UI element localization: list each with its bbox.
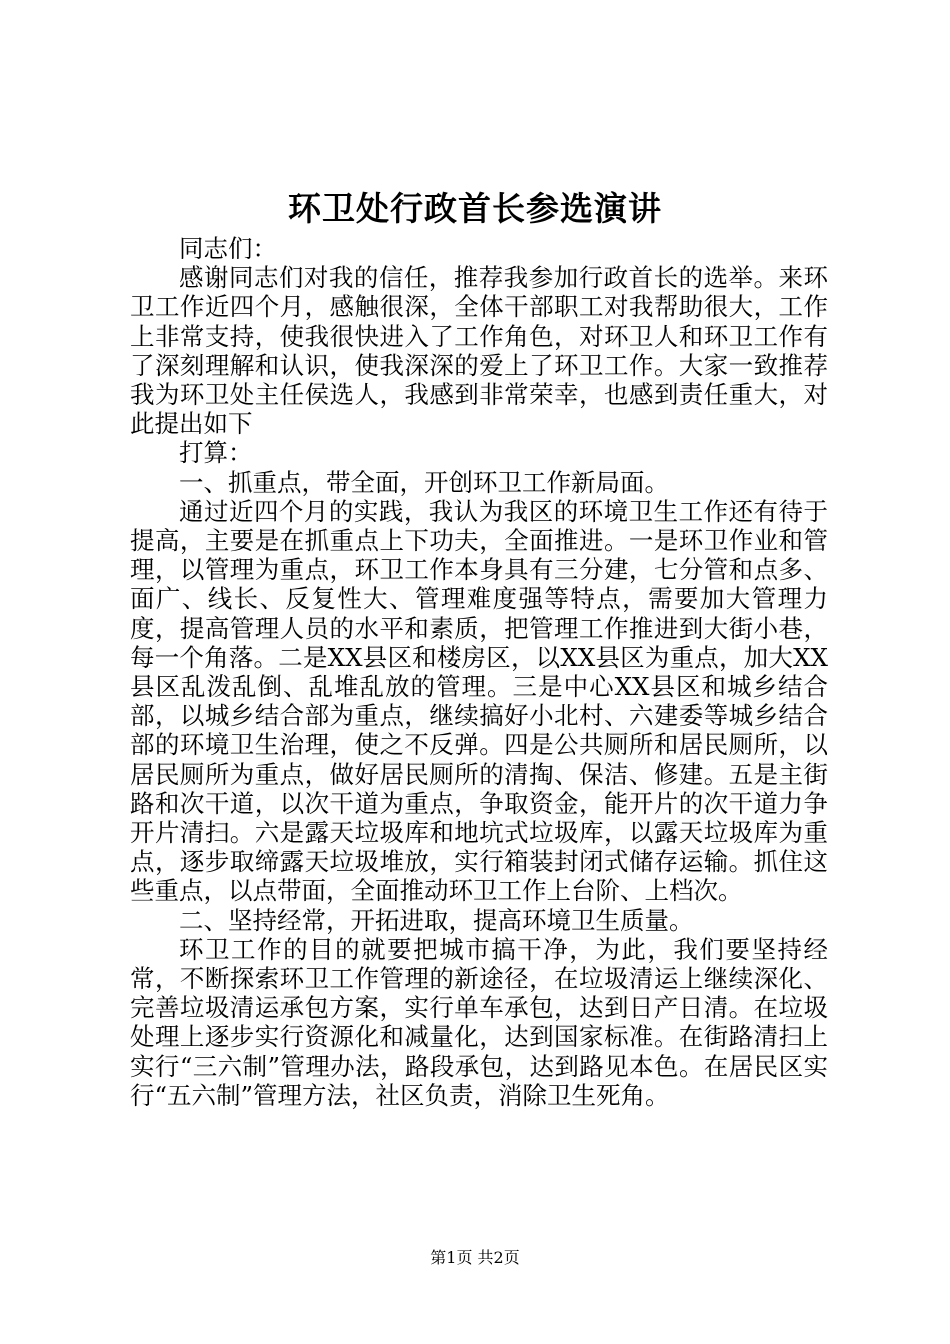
section-two-heading: 二、坚持经常，开拓进取，提高环境卫生质量。	[179, 905, 694, 935]
plan-label-paragraph: 打算：	[179, 438, 253, 468]
page-footer: 第1页 共2页	[430, 1248, 520, 1267]
document-title: 环卫处行政首长参选演讲	[288, 189, 662, 228]
section-two-paragraph: 环卫工作的目的就要把城市搞干净，为此，我们要坚持经常，不断探索环卫工作管理的新途径，在垃圾清运上继续深化、完善垃圾清运承包方案，实行单车承包，达到日产日清。在垃圾处理上逐步实行资源化和减量化，达到国家标准。在街路清扫上实行“三六制”管理办法，路段承包，达到路见本色。在居民区实行“五六制”管理方法，社区负责，消除卫生死角。	[130, 934, 828, 1110]
section-one-paragraph: 通过近四个月的实践，我认为我区的环境卫生工作还有待于提高，主要是在抓重点上下功夫，全面推进。一是环卫作业和管理，以管理为重点，环卫工作本身具有三分建，七分管和点多、面广、线长、反复性大、管理难度强等特点，需要加大管理力度，提高管理人员的水平和素质，把管理工作推进到大街小巷，每一个角落。二是XX县区和楼房区，以XX县区为重点，加大XX县区乱泼乱倒、乱堆乱放的管理。三是中心XX县区和城乡结合部，以城乡结合部为重点，继续搞好小北村、六建委等城乡结合部的环境卫生治理，使之不反弹。四是公共厕所和居民厕所，以居民厕所为重点，做好居民厕所的清掏、保洁、修建。五是主街路和次干道，以次干道为重点，争取资金，能开片的次干道力争开片清扫。六是露天垃圾库和地坑式垃圾库，以露天垃圾库为重点，逐步取缔露天垃圾堆放，实行箱装封闭式储存运输。抓住这些重点，以点带面，全面推动环卫工作上台阶、上档次。	[130, 496, 828, 906]
salutation-paragraph: 同志们：	[179, 234, 277, 263]
document-body	[130, 234, 828, 1110]
intro-paragraph: 感谢同志们对我的信任，推荐我参加行政首长的选举。来环卫工作近四个月，感触很深，全体干部职工对我帮助很大，工作上非常支持，使我很快进入了工作角色，对环卫人和环卫工作有了深刻理解和认识，使我深深的爱上了环卫工作。大家一致推荐我为环卫处主任侯选人，我感到非常荣幸，也感到责任重大，对此提出如下	[130, 263, 828, 439]
section-one-heading: 一、抓重点，带全面，开创环卫工作新局面。	[179, 467, 669, 497]
